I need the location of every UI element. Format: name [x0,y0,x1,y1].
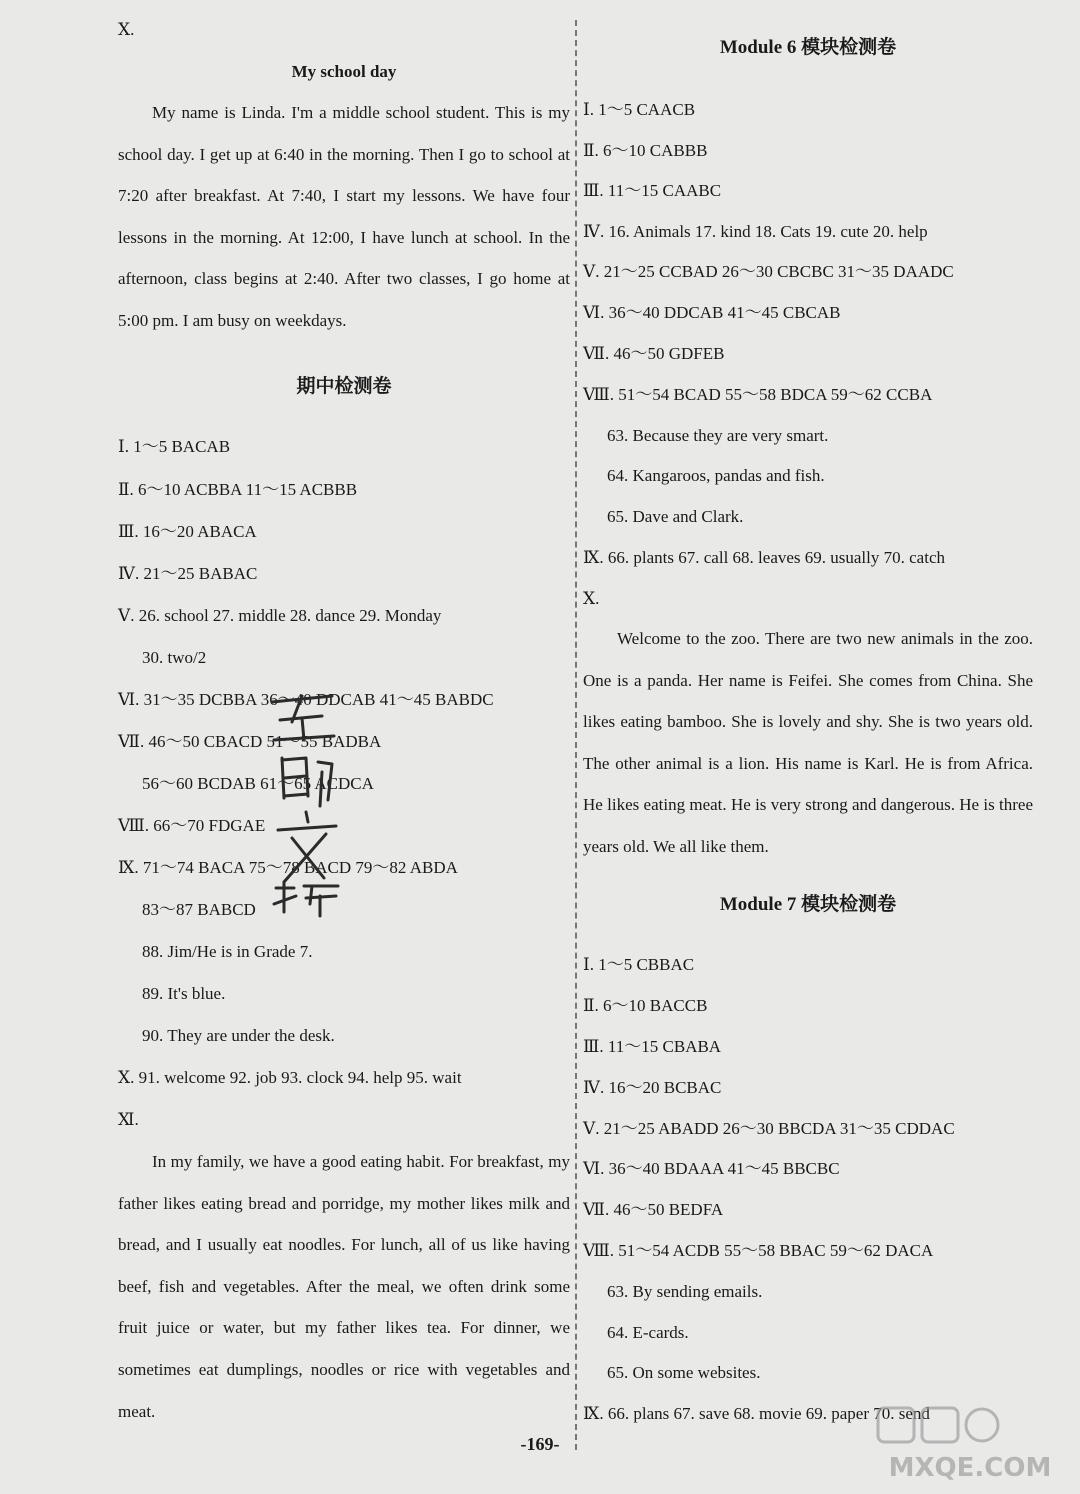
answer-line: 65. Dave and Clark. [607,507,744,526]
answer-line: 65. On some websites. [607,1363,761,1382]
answer-line: Ⅸ. 66. plans 67. save 68. movie 69. paper 70. send [583,1404,930,1423]
answer-line: Ⅵ. 36～40 BDAAA 41～45 BBCBC [583,1159,840,1178]
section-marker: Ⅺ. [118,1110,139,1129]
section-title-module6: Module 6 模块检测卷 [719,37,897,58]
answer-line: Ⅱ. 6～10 BACCB [583,996,708,1015]
answer-line: Ⅰ. 1～5 BACAB [118,437,231,456]
answer-line: 30. two/2 [142,648,207,667]
answer-line: Ⅷ. 51～54 BCAD 55～58 BDCA 59～62 CCBA [583,385,933,404]
answer-line: Ⅹ. 91. welcome 92. job 93. clock 94. help 95. wait [118,1068,462,1087]
essay-paragraph: In my family, we have a good eating habit. For breakfast, my father likes eating bread and porridge, my mother likes milk and bread, and I usually eat noodles. For lunch, all of us like having beef, fish and vegetables. After the meal, we often drink some fruit juice or water, but my father likes tea. For dinner, we sometimes eat dumplings, noodles or rice with vegetables and meat. [118,1152,570,1421]
answer-line: Ⅲ. 11～15 CBABA [583,1037,722,1056]
answer-line: Ⅰ. 1～5 CAACB [583,100,696,119]
answer-line: Ⅷ. 66～70 FDGAE [118,816,266,835]
answer-line: Ⅰ. 1～5 CBBAC [583,955,695,974]
answer-line: 90. They are under the desk. [142,1026,335,1045]
answer-line: Ⅴ. 21～25 CCBAD 26～30 CBCBC 31～35 DAADC [583,262,954,281]
answer-line: Ⅵ. 36～40 DDCAB 41～45 CBCAB [583,303,841,322]
answer-line: Ⅳ. 16. Animals 17. kind 18. Cats 19. cute 20. help [583,222,928,241]
section-title-module7: Module 7 模块检测卷 [719,894,897,915]
answer-line: 88. Jim/He is in Grade 7. [142,942,313,961]
answer-line: 89. It's blue. [142,984,226,1003]
answer-line: Ⅵ. 31～35 DCBBA 36～40 DDCAB 41～45 BABDC [118,690,494,709]
answer-line: Ⅶ. 46～50 GDFEB [583,344,725,363]
answer-line: 64. Kangaroos, pandas and fish. [607,466,825,485]
section-marker: Ⅹ. [583,589,600,608]
answer-line: 63. By sending emails. [607,1282,763,1301]
answer-line: Ⅲ. 11～15 CAABC [583,181,722,200]
answer-line: 83～87 BABCD [142,900,256,919]
essay-paragraph: Welcome to the zoo. There are two new animals in the zoo. One is a panda. Her name is Feifei. She comes from China. She likes eating bamboo. She is lovely and shy. She is two years old. The other animal is a lion. His name is Karl. He is from Africa. He likes eating meat. He is very strong and dangerous. He is three years old. We all like them. [583,629,1033,856]
essay-paragraph: My name is Linda. I'm a middle school student. This is my school day. I get up at 6:40 in the morning. Then I go to school at 7:20 after breakfast. At 7:40, I start my lessons. We have four lessons in the morning. At 12:00, I have lunch at school. In the afternoon, class begins at 2:40. After two classes, I go home at 5:00 pm. I am busy on weekdays. [118,103,570,330]
answer-line: Ⅶ. 46～50 BEDFA [583,1200,724,1219]
answer-line: 64. E-cards. [607,1323,689,1342]
answer-line: Ⅸ. 71～74 BACA 75～78 BACD 79～82 ABDA [118,858,458,877]
page-number: -169- [520,1434,560,1454]
answer-line: Ⅳ. 21～25 BABAC [118,564,258,583]
answer-line: 63. Because they are very smart. [607,426,829,445]
answer-line: 56～60 BCDAB 61～65 ACDCA [142,774,374,793]
section-title-midterm: 期中检测卷 [296,376,392,397]
svg-text:MXQE.COM: MXQE.COM [888,1453,1052,1483]
answer-line: Ⅶ. 46～50 CBACD 51～55 BADBA [118,732,382,751]
answer-line: Ⅱ. 6～10 ACBBA 11～15 ACBBB [118,480,358,499]
section-marker: Ⅹ. [118,20,135,39]
column-divider [575,20,577,1450]
handwritten-mark [262,682,352,922]
answer-line: Ⅴ. 21～25 ABADD 26～30 BBCDA 31～35 CDDAC [583,1119,955,1138]
answer-line: Ⅳ. 16～20 BCBAC [583,1078,722,1097]
essay-title: My school day [291,62,397,81]
answer-line: Ⅸ. 66. plants 67. call 68. leaves 69. usually 70. catch [583,548,945,567]
answer-line: Ⅱ. 6～10 CABBB [583,141,708,160]
answer-line: Ⅲ. 16～20 ABACA [118,522,257,541]
answer-line: Ⅷ. 51～54 ACDB 55～58 BBAC 59～62 DACA [583,1241,934,1260]
answer-line: Ⅴ. 26. school 27. middle 28. dance 29. Monday [118,606,442,625]
